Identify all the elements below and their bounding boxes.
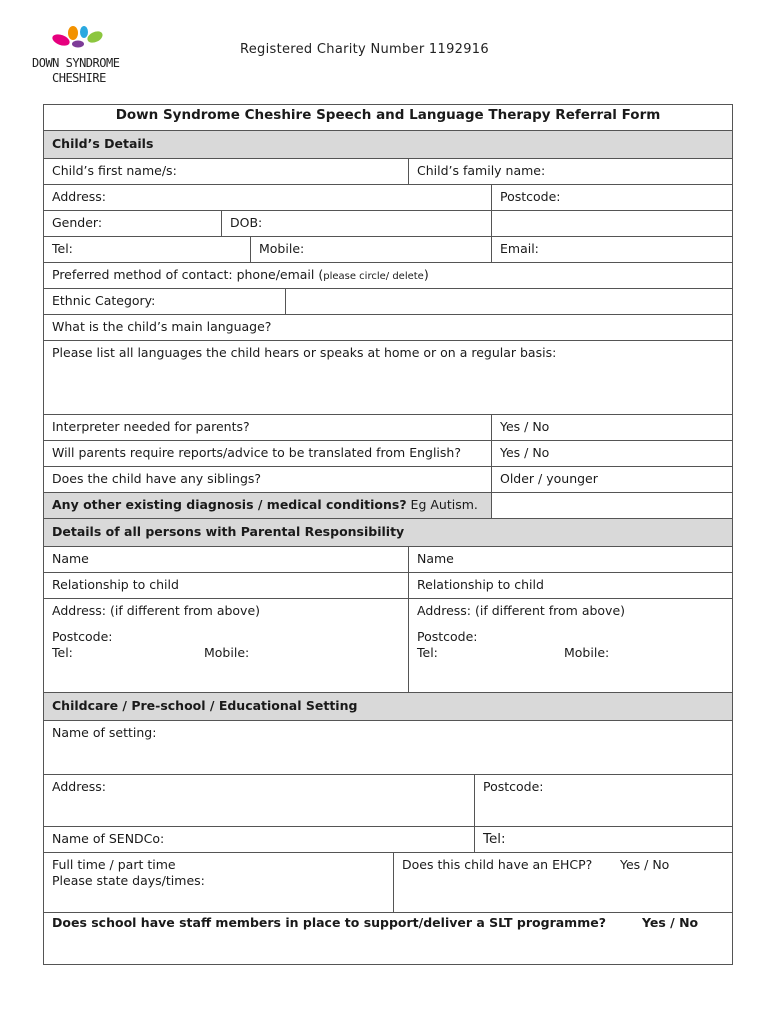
contact-method-label: Preferred method of contact: phone/email ( [52, 267, 324, 282]
section-parental [44, 519, 732, 547]
parent2-address-label: Address: (if different from above) [417, 603, 626, 618]
contact-method-row [44, 263, 732, 289]
parent1-relationship-field[interactable]: Relationship to child [52, 577, 179, 592]
days-label: Please state days/times: [52, 873, 205, 888]
siblings-row [44, 467, 732, 493]
parent1-address-label: Address: (if different from above) [52, 603, 261, 618]
contact-method-note: please circle/ delete [323, 271, 424, 282]
parent2-relationship-field[interactable]: Relationship to child [408, 573, 732, 598]
staff-field[interactable] [44, 913, 732, 964]
interpreter-question: Interpreter needed for parents? [52, 419, 250, 434]
interpreter-answer[interactable]: Yes / No [491, 415, 732, 440]
main-language-row [44, 315, 732, 341]
siblings-question: Does the child have any siblings? [52, 471, 262, 486]
fulltime-label: Full time / part time [52, 857, 176, 872]
contact-method-field[interactable] [44, 263, 732, 288]
dob-field[interactable]: DOB: [221, 211, 491, 236]
section-setting [44, 693, 732, 721]
parent1-postcode-label: Postcode: [52, 629, 113, 644]
gender-field[interactable]: Gender: [52, 215, 103, 230]
parent2-tel-label: Tel: [417, 645, 438, 660]
logo-text-line1: DOWN SYNDROME [32, 56, 120, 70]
setting-name-row [44, 721, 732, 775]
translation-question: Will parents require reports/advice to be translated from English? [52, 445, 461, 460]
translation-answer[interactable]: Yes / No [491, 441, 732, 466]
section-heading: Childcare / Pre-school / Educational Setting [52, 698, 358, 713]
down-syndrome-cheshire-logo [28, 24, 138, 90]
languages-field[interactable]: Please list all languages the child hears or speaks at home or on a regular basis: [52, 345, 557, 360]
section-heading: Child’s Details [52, 136, 154, 151]
address-field[interactable]: Address: [52, 189, 106, 204]
mobile-field[interactable]: Mobile: [250, 237, 491, 262]
section-childs-details [44, 131, 732, 159]
interpreter-row [44, 415, 732, 441]
logo-text-line2: CHESHIRE [52, 71, 106, 85]
main-language-field[interactable]: What is the child’s main language? [52, 319, 272, 334]
staff-answer: Yes / No [642, 915, 699, 930]
setting-address-row [44, 775, 732, 827]
staff-question: Does school have staff members in place to support/deliver a SLT programme? [52, 915, 606, 930]
siblings-answer[interactable]: Older / younger [491, 467, 732, 492]
diagnosis-field[interactable] [491, 493, 732, 518]
staff-row [44, 913, 732, 964]
parent-address-row [44, 599, 732, 693]
section-heading: Details of all persons with Parental Responsibility [52, 524, 405, 539]
phone-row [44, 237, 732, 263]
setting-address-field[interactable]: Address: [52, 779, 106, 794]
parent2-mobile-label: Mobile: [564, 645, 610, 660]
parent1-mobile-label: Mobile: [204, 645, 250, 660]
diagnosis-row [44, 493, 732, 519]
diagnosis-example: Eg Autism. [406, 497, 478, 512]
parent2-name-field[interactable]: Name [408, 547, 732, 572]
gender-dob-row [44, 211, 732, 237]
setting-postcode-field[interactable]: Postcode: [474, 775, 732, 826]
diagnosis-label: Any other existing diagnosis / medical conditions? [52, 497, 407, 512]
languages-row [44, 341, 732, 415]
setting-tel-field[interactable]: Tel: [474, 827, 732, 852]
family-name-field[interactable]: Child’s family name: [408, 159, 732, 184]
ethnic-category-field[interactable] [285, 289, 732, 314]
ehcp-question: Does this child have an EHCP? [402, 857, 593, 872]
charity-number: Registered Charity Number 1192916 [240, 42, 489, 57]
parent1-name-field[interactable]: Name [52, 551, 89, 566]
address-row [44, 185, 732, 211]
parent2-address-field[interactable] [408, 599, 732, 692]
parent-name-row [44, 547, 732, 573]
logo-petals-icon [28, 24, 138, 54]
parent1-tel-label: Tel: [52, 645, 73, 660]
referral-form [43, 104, 733, 965]
parent-relationship-row [44, 573, 732, 599]
ehcp-field[interactable] [393, 853, 732, 912]
ethnic-category-label: Ethnic Category: [52, 293, 156, 308]
form-title-row [44, 105, 732, 131]
postcode-field[interactable]: Postcode: [491, 185, 732, 210]
translation-row [44, 441, 732, 467]
sendco-field[interactable]: Name of SENDCo: [52, 831, 165, 846]
tel-field[interactable]: Tel: [52, 241, 73, 256]
setting-name-field[interactable]: Name of setting: [52, 725, 157, 740]
ehcp-answer: Yes / No [620, 857, 670, 872]
form-title: Down Syndrome Cheshire Speech and Language Therapy Referral Form [115, 107, 661, 123]
contact-method-close: ) [423, 267, 429, 282]
sendco-row [44, 827, 732, 853]
diagnosis-question [44, 493, 491, 518]
attendance-field[interactable] [44, 853, 393, 912]
attendance-row [44, 853, 732, 913]
ethnic-row [44, 289, 732, 315]
email-field[interactable]: Email: [491, 237, 732, 262]
blank-cell [491, 211, 732, 236]
first-name-field[interactable]: Child’s first name/s: [52, 163, 177, 178]
name-row [44, 159, 732, 185]
parent2-postcode-label: Postcode: [417, 629, 478, 644]
parent1-address-field[interactable] [44, 599, 408, 692]
